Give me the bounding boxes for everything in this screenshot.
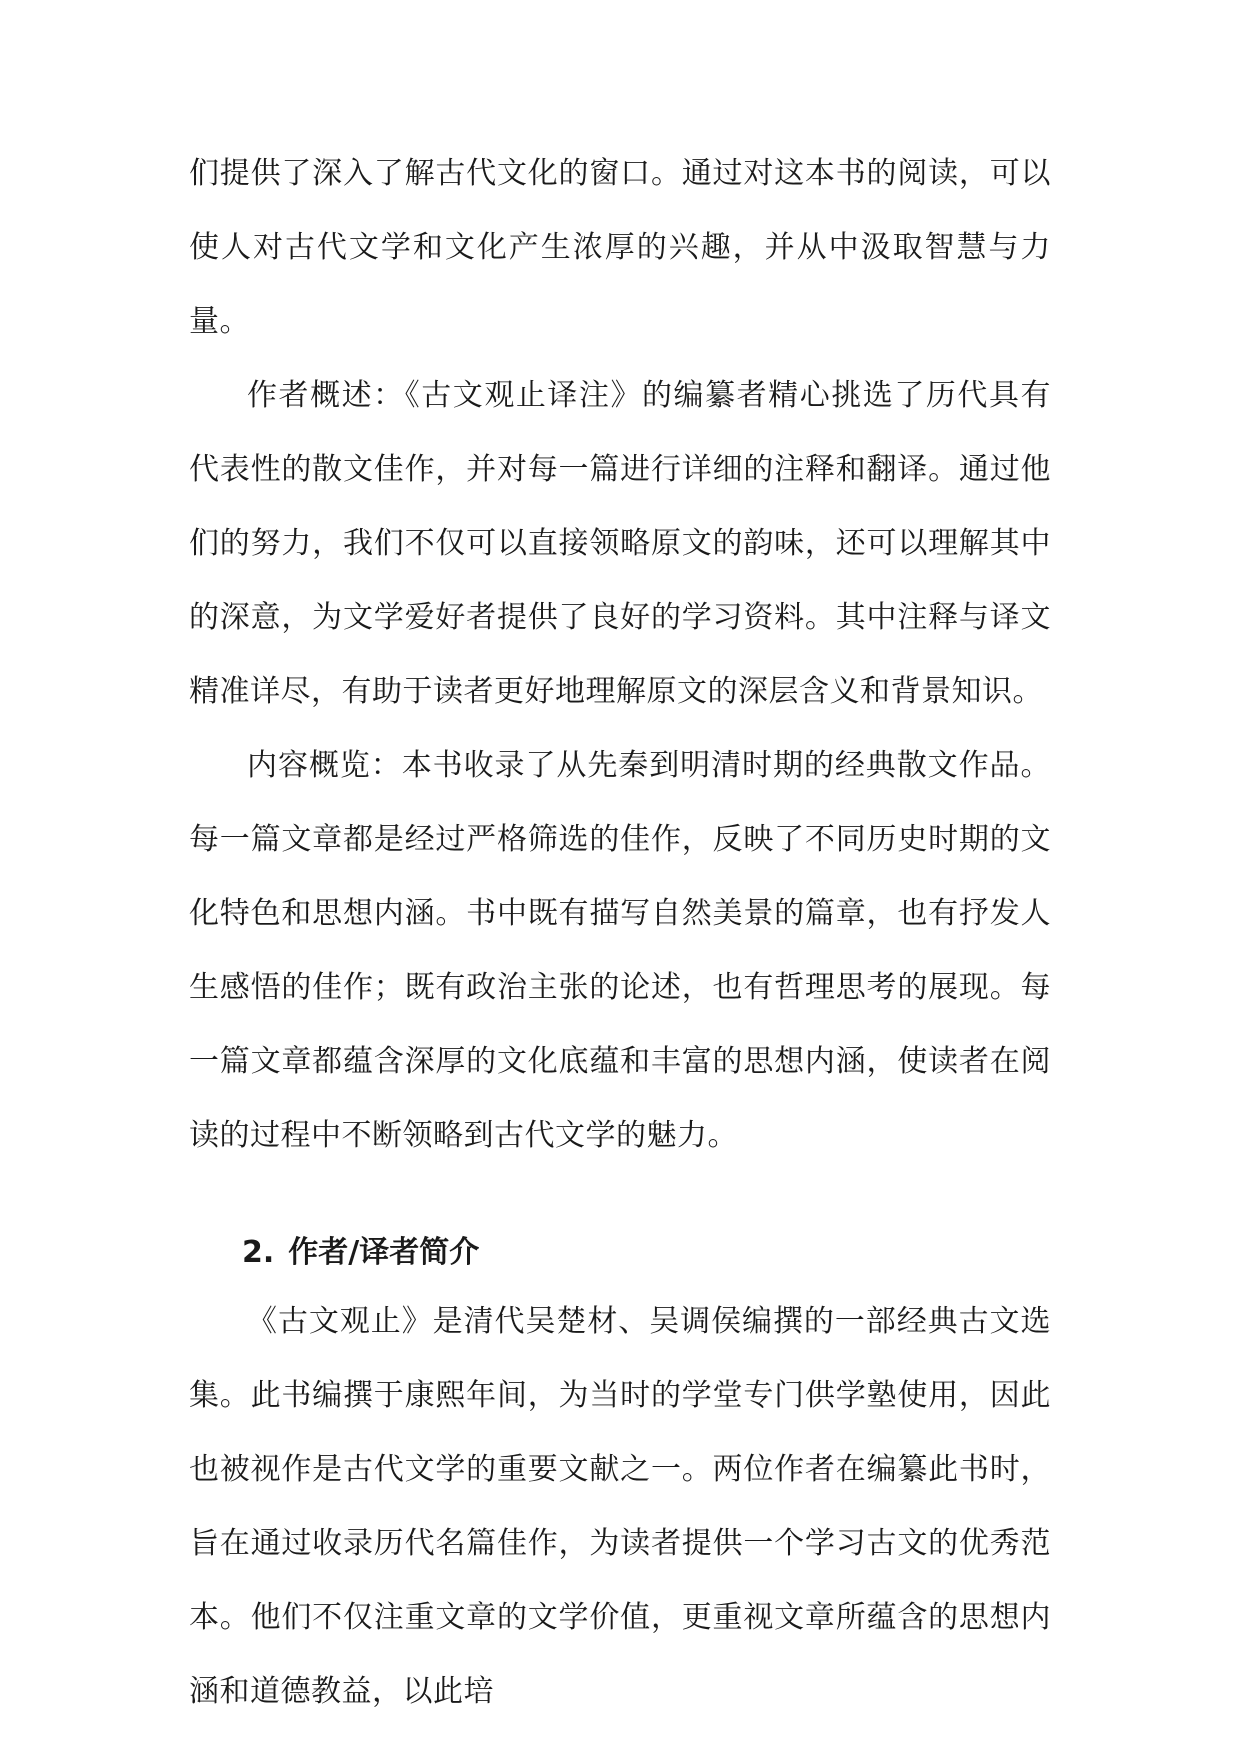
paragraph-author-intro: 《古文观止》是清代吴楚材、吴调侯编撰的一部经典古文选集。此书编撰于康熙年间，为当时的学堂专门供学塾使用，因此也被视作是古代文学的重要文献之一。两位作者在编纂此书时，旨在通过收录历代名篇佳作，为读者提供一个学习古文的优秀范本。他们不仅注重文章的文学价值，更重视文章所蕴含的思想内涵和道德教益，以此培 (189, 1304, 1051, 1709)
body-text-after-section (189, 1285, 1051, 1729)
section-title: 作者/译者简介 (288, 1235, 480, 1270)
section-heading (242, 1233, 479, 1273)
paragraph-content-overview: 内容概览：本书收录了从先秦到明清时期的经典散文作品。每一篇文章都是经过严格筛选的佳作，反映了不同历史时期的文化特色和思想内涵。书中既有描写自然美景的篇章，也有抒发人生感悟的佳作；既有政治主张的论述，也有哲理思考的展现。每一篇文章都蕴含深厚的文化底蕴和丰富的思想内涵，使读者在阅读的过程中不断领略到古代文学的魅力。 (189, 748, 1051, 1153)
body-text-before-section (189, 137, 1051, 1173)
paragraph-continuation: 们提供了深入了解古代文化的窗口。通过对这本书的阅读，可以使人对古代文学和文化产生浓厚的兴趣，并从中汲取智慧与力量。 (189, 156, 1051, 339)
section-number: 2. (242, 1235, 275, 1270)
paragraph-author-overview: 作者概述：《古文观止译注》的编纂者精心挑选了历代具有代表性的散文佳作，并对每一篇进行详细的注释和翻译。通过他们的努力，我们不仅可以直接领略原文的韵味，还可以理解其中的深意，为文学爱好者提供了良好的学习资料。其中注释与译文精准详尽，有助于读者更好地理解原文的深层含义和背景知识。 (189, 378, 1051, 709)
